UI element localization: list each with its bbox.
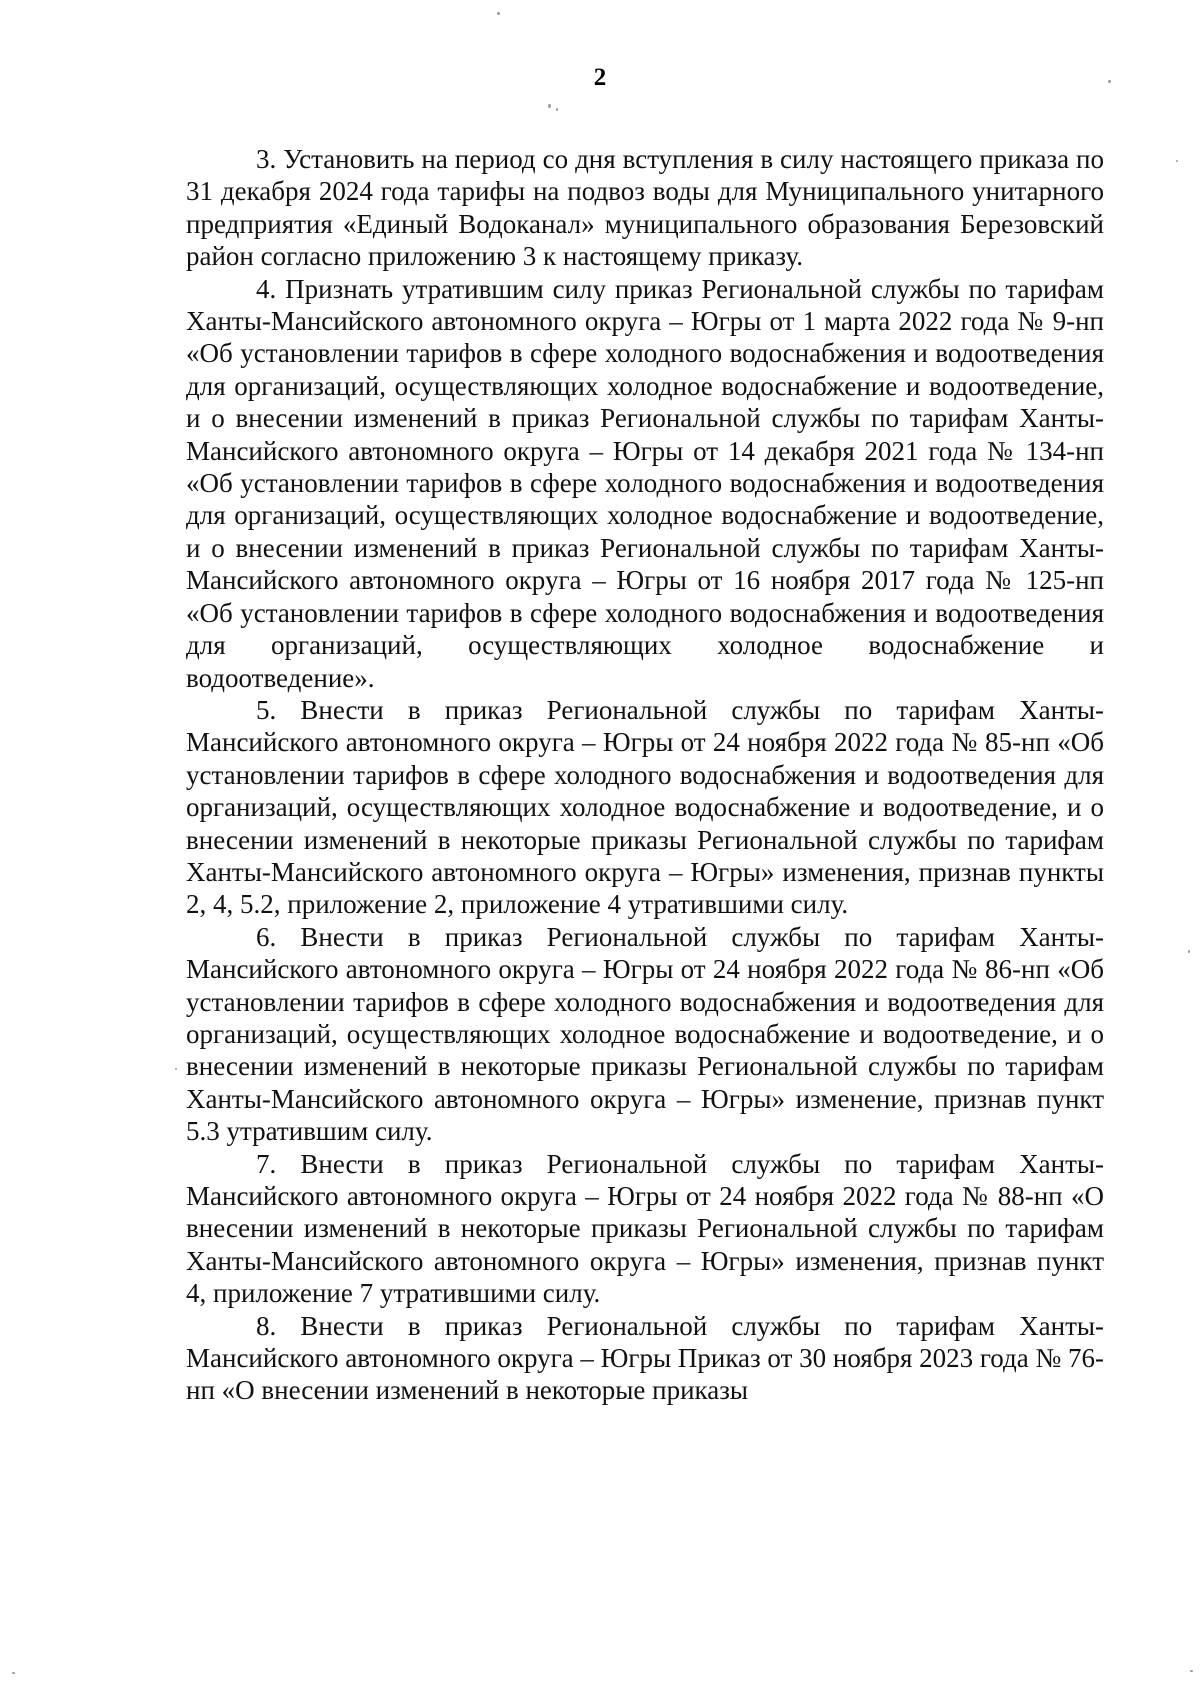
scan-noise	[556, 108, 558, 111]
scan-noise	[175, 1068, 177, 1070]
scan-noise	[548, 104, 551, 108]
paragraph-item-3: 3. Установить на период со дня вступления в силу настоящего приказа по 31 декабря 2024 года тарифы на подвоз воды для Муниципального унитарного предприятия «Единый Водоканал» муниципального образования Березовский район согласно приложению 3 к настоящему приказу.	[186, 144, 1104, 272]
scan-noise	[1176, 160, 1178, 162]
paragraph-item-8: 8. Внести в приказ Региональной службы по тарифам Ханты-Мансийского автономного округа – Югры Приказ от 30 ноября 2023 года № 76-нп «О внесении изменений в некоторые приказы	[186, 1310, 1104, 1406]
scan-noise	[12, 1672, 15, 1674]
paragraph-item-6: 6. Внести в приказ Региональной службы по тарифам Ханты-Мансийского автономного округа – Югры от 24 ноября 2022 года № 86-нп «Об установлении тарифов в сфере холодного водоснабжения и водоотведения для организаций, осуществляющих холодное водоснабжение и водоотведение, и о внесении изменений в некоторые приказы Региональной службы по тарифам Ханты-Мансийского автономного округа – Югры» изменение, признав пункт 5.3 утратившим силу.	[186, 921, 1104, 1147]
scan-noise	[1188, 950, 1190, 953]
paragraph-item-4: 4. Признать утратившим силу приказ Региональной службы по тарифам Ханты-Мансийского автономного округа – Югры от 1 марта 2022 года № 9-нп «Об установлении тарифов в сфере холодного водоснабжения и водоотведения для организаций, осуществляющих холодное водоснабжение и водоотведение, и о внесении изменений в приказ Региональной службы по тарифам Ханты-Мансийского автономного округа – Югры от 14 декабря 2021 года № 134-нп «Об установлении тарифов в сфере холодного водоснабжения и водоотведения для организаций, осуществляющих холодное водоснабжение и водоотведение, и о внесении изменений в приказ Региональной службы по тарифам Ханты-Мансийского автономного округа – Югры от 16 ноября 2017 года № 125-нп «Об установлении тарифов в сфере холодного водоснабжения и водоотведения для организаций, осуществляющих холодное водоснабжение и водоотведение».	[186, 273, 1104, 693]
page-number: 2	[593, 64, 607, 91]
scan-noise	[1190, 1670, 1193, 1672]
document-body	[186, 143, 1104, 1407]
scan-noise	[497, 12, 500, 15]
paragraph-item-7: 7. Внести в приказ Региональной службы по тарифам Ханты-Мансийского автономного округа – Югры от 24 ноября 2022 года № 88-нп «О внесении изменений в некоторые приказы Региональной службы по тарифам Ханты-Мансийского автономного округа – Югры» изменения, признав пункт 4, приложение 7 утратившими силу.	[186, 1148, 1104, 1309]
paragraph-item-5: 5. Внести в приказ Региональной службы по тарифам Ханты-Мансийского автономного округа – Югры от 24 ноября 2022 года № 85-нп «Об установлении тарифов в сфере холодного водоснабжения и водоотведения для организаций, осуществляющих холодное водоснабжение и водоотведение, и о внесении изменений в некоторые приказы Региональной службы по тарифам Ханты-Мансийского автономного округа – Югры» изменения, признав пункты 2, 4, 5.2, приложение 2, приложение 4 утратившими силу.	[186, 694, 1104, 920]
